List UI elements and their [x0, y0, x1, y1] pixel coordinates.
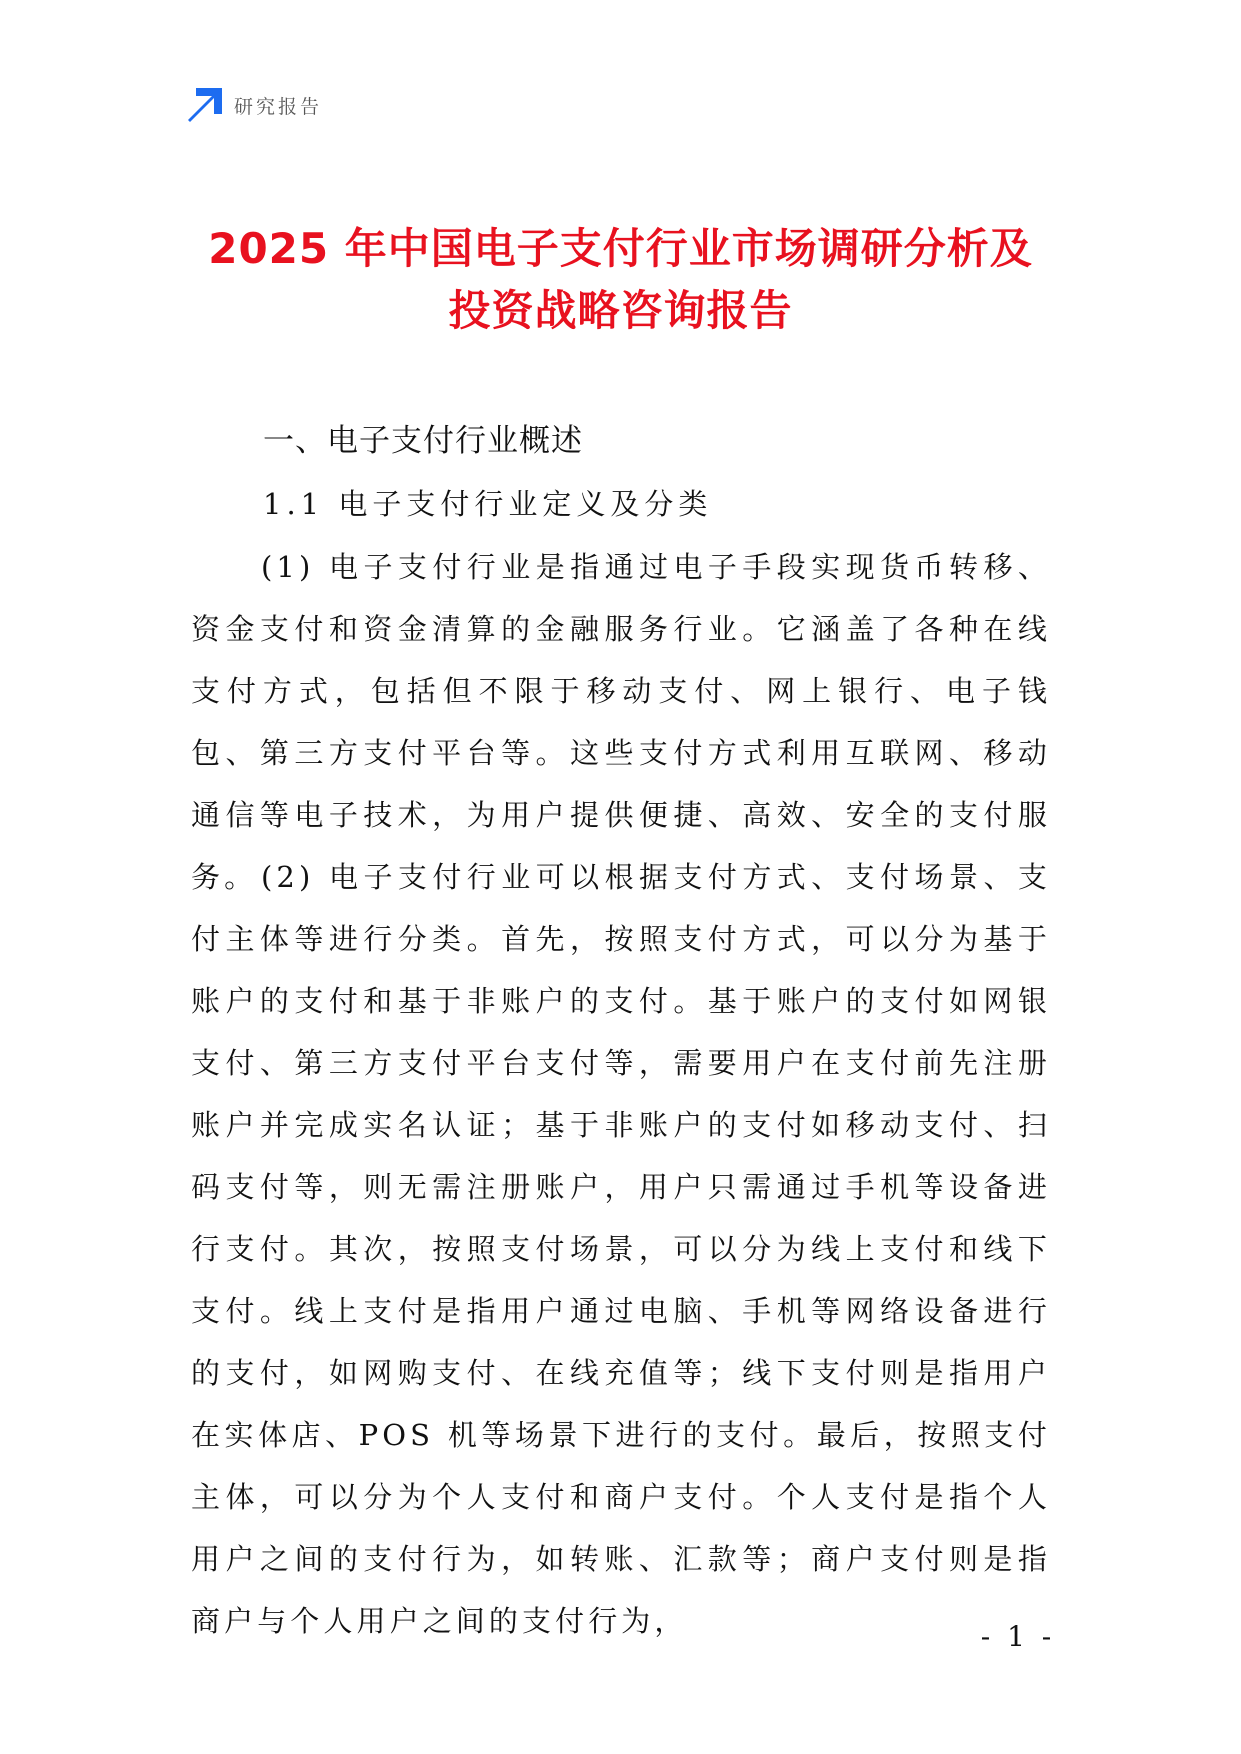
page-number: - 1 -	[980, 1620, 1056, 1653]
report-header	[188, 88, 322, 122]
body-paragraph: (1) 电子支付行业是指通过电子手段实现货币转移、资金支付和资金清算的金融服务行业。它涵盖了各种在线支付方式，包括但不限于移动支付、网上银行、电子钱包、第三方支付平台等。这些支付方式利用互联网、移动通信等电子技术，为用户提供便捷、高效、安全的支付服务。	[191, 550, 1051, 894]
section-heading: 一、电子支付行业概述	[263, 423, 583, 459]
brand-label: 研究报告	[234, 95, 323, 118]
document-title-line-1: 2025 年中国电子支付行业市场调研分析及	[208, 224, 1033, 273]
arrow-up-right-icon	[188, 88, 222, 122]
document-title-line-2: 投资战略咨询报告	[448, 286, 793, 335]
body-paragraph: (2) 电子支付行业可以根据支付方式、支付场景、支付主体等进行分类。首先，按照支付方式，可以分为基于账户的支付和基于非账户的支付。基于账户的支付如网银支付、第三方支付平台支付等，需要用户在支付前先注册账户并完成实名认证；基于非账户的支付如移动支付、扫码支付等，则无需注册账户，用户只需通过手机等设备进行支付。其次，按照支付场景，可以分为线上支付和线下支付。线上支付是指用户通过电脑、手机等网络设备进行的支付，如网购支付、在线充值等；线下支付则是指用户在实体店、POS 机等场景下进行的支付。最后，按照支付主体，可以分为个人支付和商户支付。个人支付是指个人用户之间的支付行为，如转账、汇款等；商户支付则是指商户与个人用户之间的支付行为，	[191, 860, 1051, 1638]
subsection-heading: 1.1 电子支付行业定义及分类	[263, 487, 713, 521]
